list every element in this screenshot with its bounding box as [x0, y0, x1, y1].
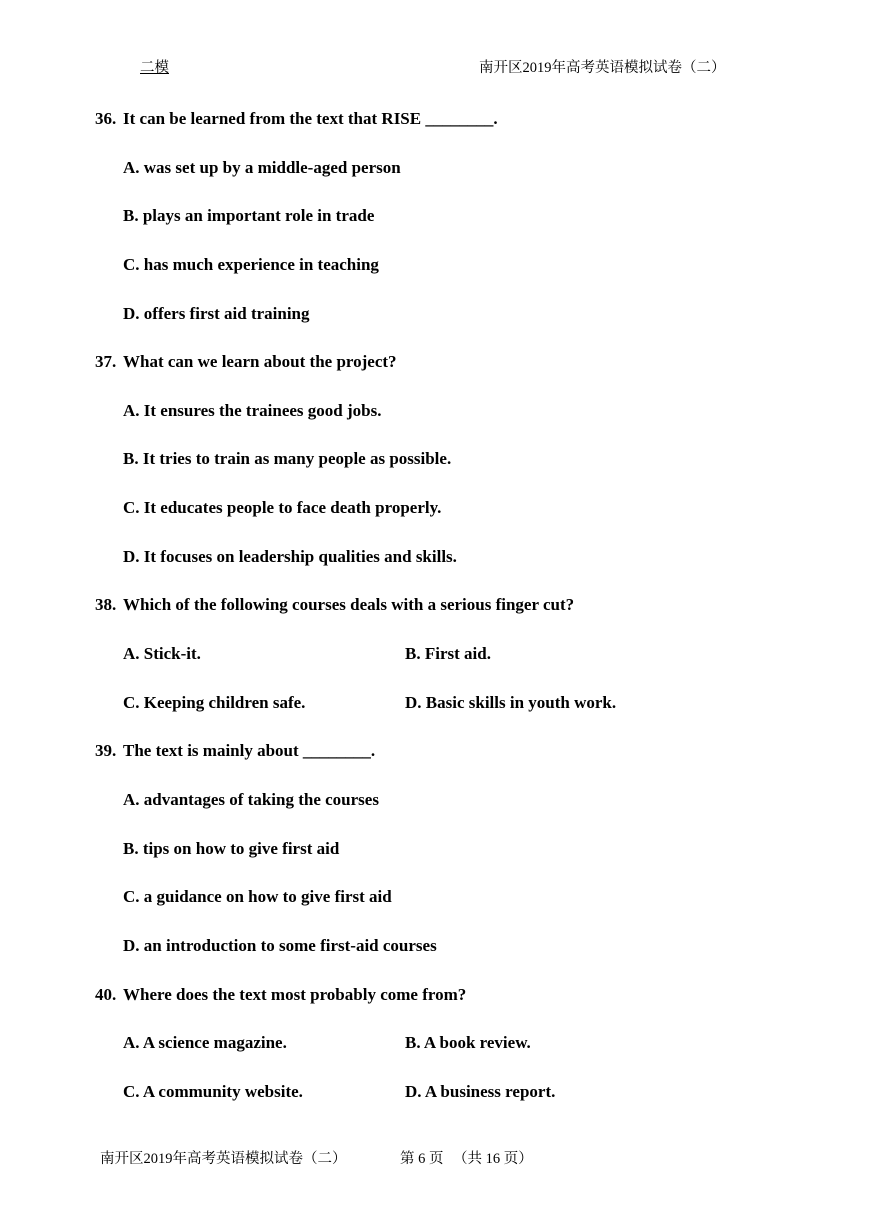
question-39-text: The text is mainly about ________.	[123, 741, 376, 761]
question-40-options-row-cd	[0, 1068, 869, 1117]
question-40-number: 40.	[95, 984, 117, 1004]
question-36-number: 36.	[95, 109, 117, 128]
question-40-options-row-ab	[0, 1019, 869, 1068]
question-40-stem	[0, 971, 869, 1020]
footer-total-pages: （共 16 页）	[453, 1151, 533, 1167]
question-36-stem	[0, 95, 869, 144]
question-40-option-c: C. A community website.	[123, 1081, 303, 1101]
page-footer	[0, 1149, 869, 1169]
question-37-text: What can we learn about the project?	[123, 352, 397, 372]
question-38-number: 38.	[95, 595, 117, 615]
question-36-option-a: A. was set up by a middle-aged person	[123, 157, 401, 177]
question-37-stem	[0, 338, 869, 387]
header-exam-title: 南开区2019年高考英语模拟试卷（二）	[479, 60, 726, 76]
question-38-option-d: D. Basic skills in youth work.	[405, 692, 617, 712]
questions-section	[0, 95, 869, 1116]
question-39-option-d: D. an introduction to some first-aid courses	[123, 935, 437, 955]
question-39-option-b: B. tips on how to give first aid	[123, 838, 340, 858]
question-36-option-d: D. offers first aid training	[123, 303, 310, 323]
question-40-option-a: A. A science magazine.	[123, 1033, 287, 1053]
question-36-text: It can be learned from the text that RISE ________.	[123, 109, 498, 128]
question-36-option-b: B. plays an important role in trade	[123, 206, 375, 226]
question-37-option-d: D. It focuses on leadership qualities and skills.	[123, 546, 457, 566]
question-38-option-a: A. Stick-it.	[123, 644, 201, 664]
footer-page-number: 第 6 页	[400, 1151, 444, 1167]
header-exam-round: 二模	[140, 60, 169, 76]
question-36-option-c: C. has much experience in teaching	[123, 254, 379, 274]
question-37-option-a: A. It ensures the trainees good jobs.	[123, 400, 382, 420]
question-39-number: 39.	[95, 741, 117, 761]
question-39-stem	[0, 727, 869, 776]
question-40-text: Where does the text most probably come from?	[123, 984, 467, 1004]
question-37-option-c: C. It educates people to face death properly.	[123, 498, 442, 518]
question-40-option-b: B. A book review.	[405, 1033, 531, 1053]
question-38-option-b: B. First aid.	[405, 644, 491, 664]
question-39-option-a: A. advantages of taking the courses	[123, 789, 379, 809]
page-header	[0, 58, 869, 78]
question-37-option-b: B. It tries to train as many people as possible.	[123, 449, 452, 469]
footer-exam-title: 南开区2019年高考英语模拟试卷（二）	[100, 1151, 347, 1167]
question-39-option-c: C. a guidance on how to give first aid	[123, 887, 392, 907]
question-38-option-c: C. Keeping children safe.	[123, 692, 306, 712]
question-38-stem	[0, 581, 869, 630]
question-38-options-row-ab	[0, 630, 869, 679]
question-38-text: Which of the following courses deals with a serious finger cut?	[123, 595, 575, 615]
question-38-options-row-cd	[0, 679, 869, 728]
question-37-number: 37.	[95, 352, 117, 372]
question-40-option-d: D. A business report.	[405, 1081, 556, 1101]
